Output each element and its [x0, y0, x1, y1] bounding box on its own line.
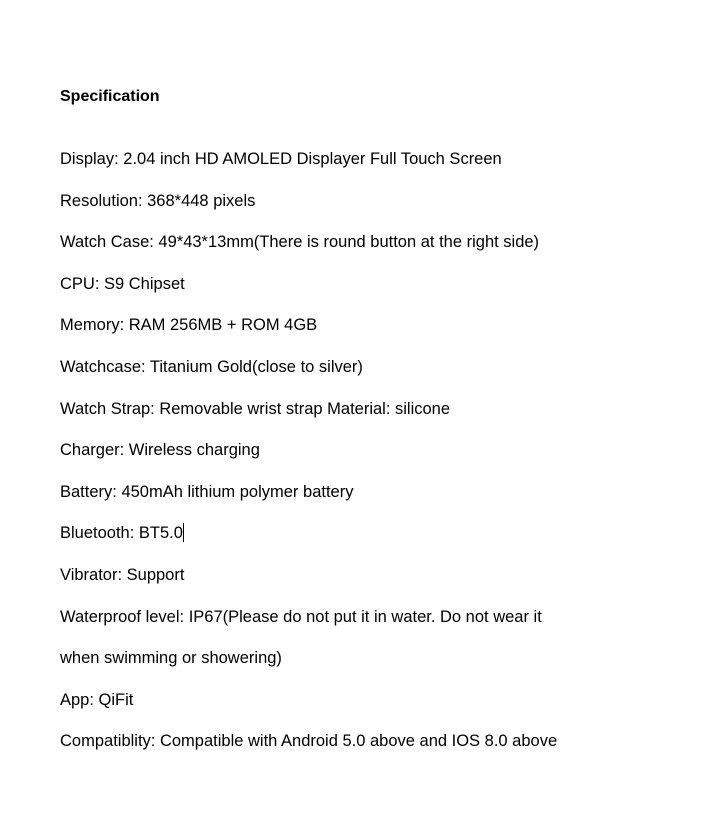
spec-line-resolution: Resolution: 368*448 pixels [60, 191, 256, 210]
spec-line-battery: Battery: 450mAh lithium polymer battery [60, 482, 354, 501]
spec-line-display: Display: 2.04 inch HD AMOLED Displayer Full Touch Screen [60, 150, 502, 168]
spec-line-memory: Memory: RAM 256MB + ROM 4GB [60, 316, 318, 335]
spec-line-app: App: QiFit [60, 690, 134, 709]
spec-line-waterproof-continued: when swimming or showering) [60, 649, 282, 668]
spec-line-vibrator: Vibrator: Support [60, 565, 185, 584]
spec-line-watch-strap: Watch Strap: Removable wrist strap Material: silicone [60, 399, 451, 418]
spec-list [60, 139, 557, 763]
spec-heading: Specification [60, 88, 160, 105]
spec-line-waterproof: Waterproof level: IP67(Please do not put it in water. Do not wear it [60, 607, 542, 626]
spec-line-compatibility: Compatiblity: Compatible with Android 5.0 above and IOS 8.0 above [60, 732, 558, 751]
document-page [60, 87, 700, 751]
spec-line-watchcase: Watchcase: Titanium Gold(close to silver) [60, 357, 363, 376]
text-cursor [183, 523, 184, 542]
spec-line-charger: Charger: Wireless charging [60, 441, 260, 460]
spec-line-cpu: CPU: S9 Chipset [60, 274, 185, 293]
spec-line-bluetooth-text: Bluetooth: BT5.0 [60, 524, 183, 543]
spec-line-watch-case: Watch Case: 49*43*13mm(There is round button at the right side) [60, 233, 540, 252]
spec-line-bluetooth[interactable] [60, 513, 557, 555]
